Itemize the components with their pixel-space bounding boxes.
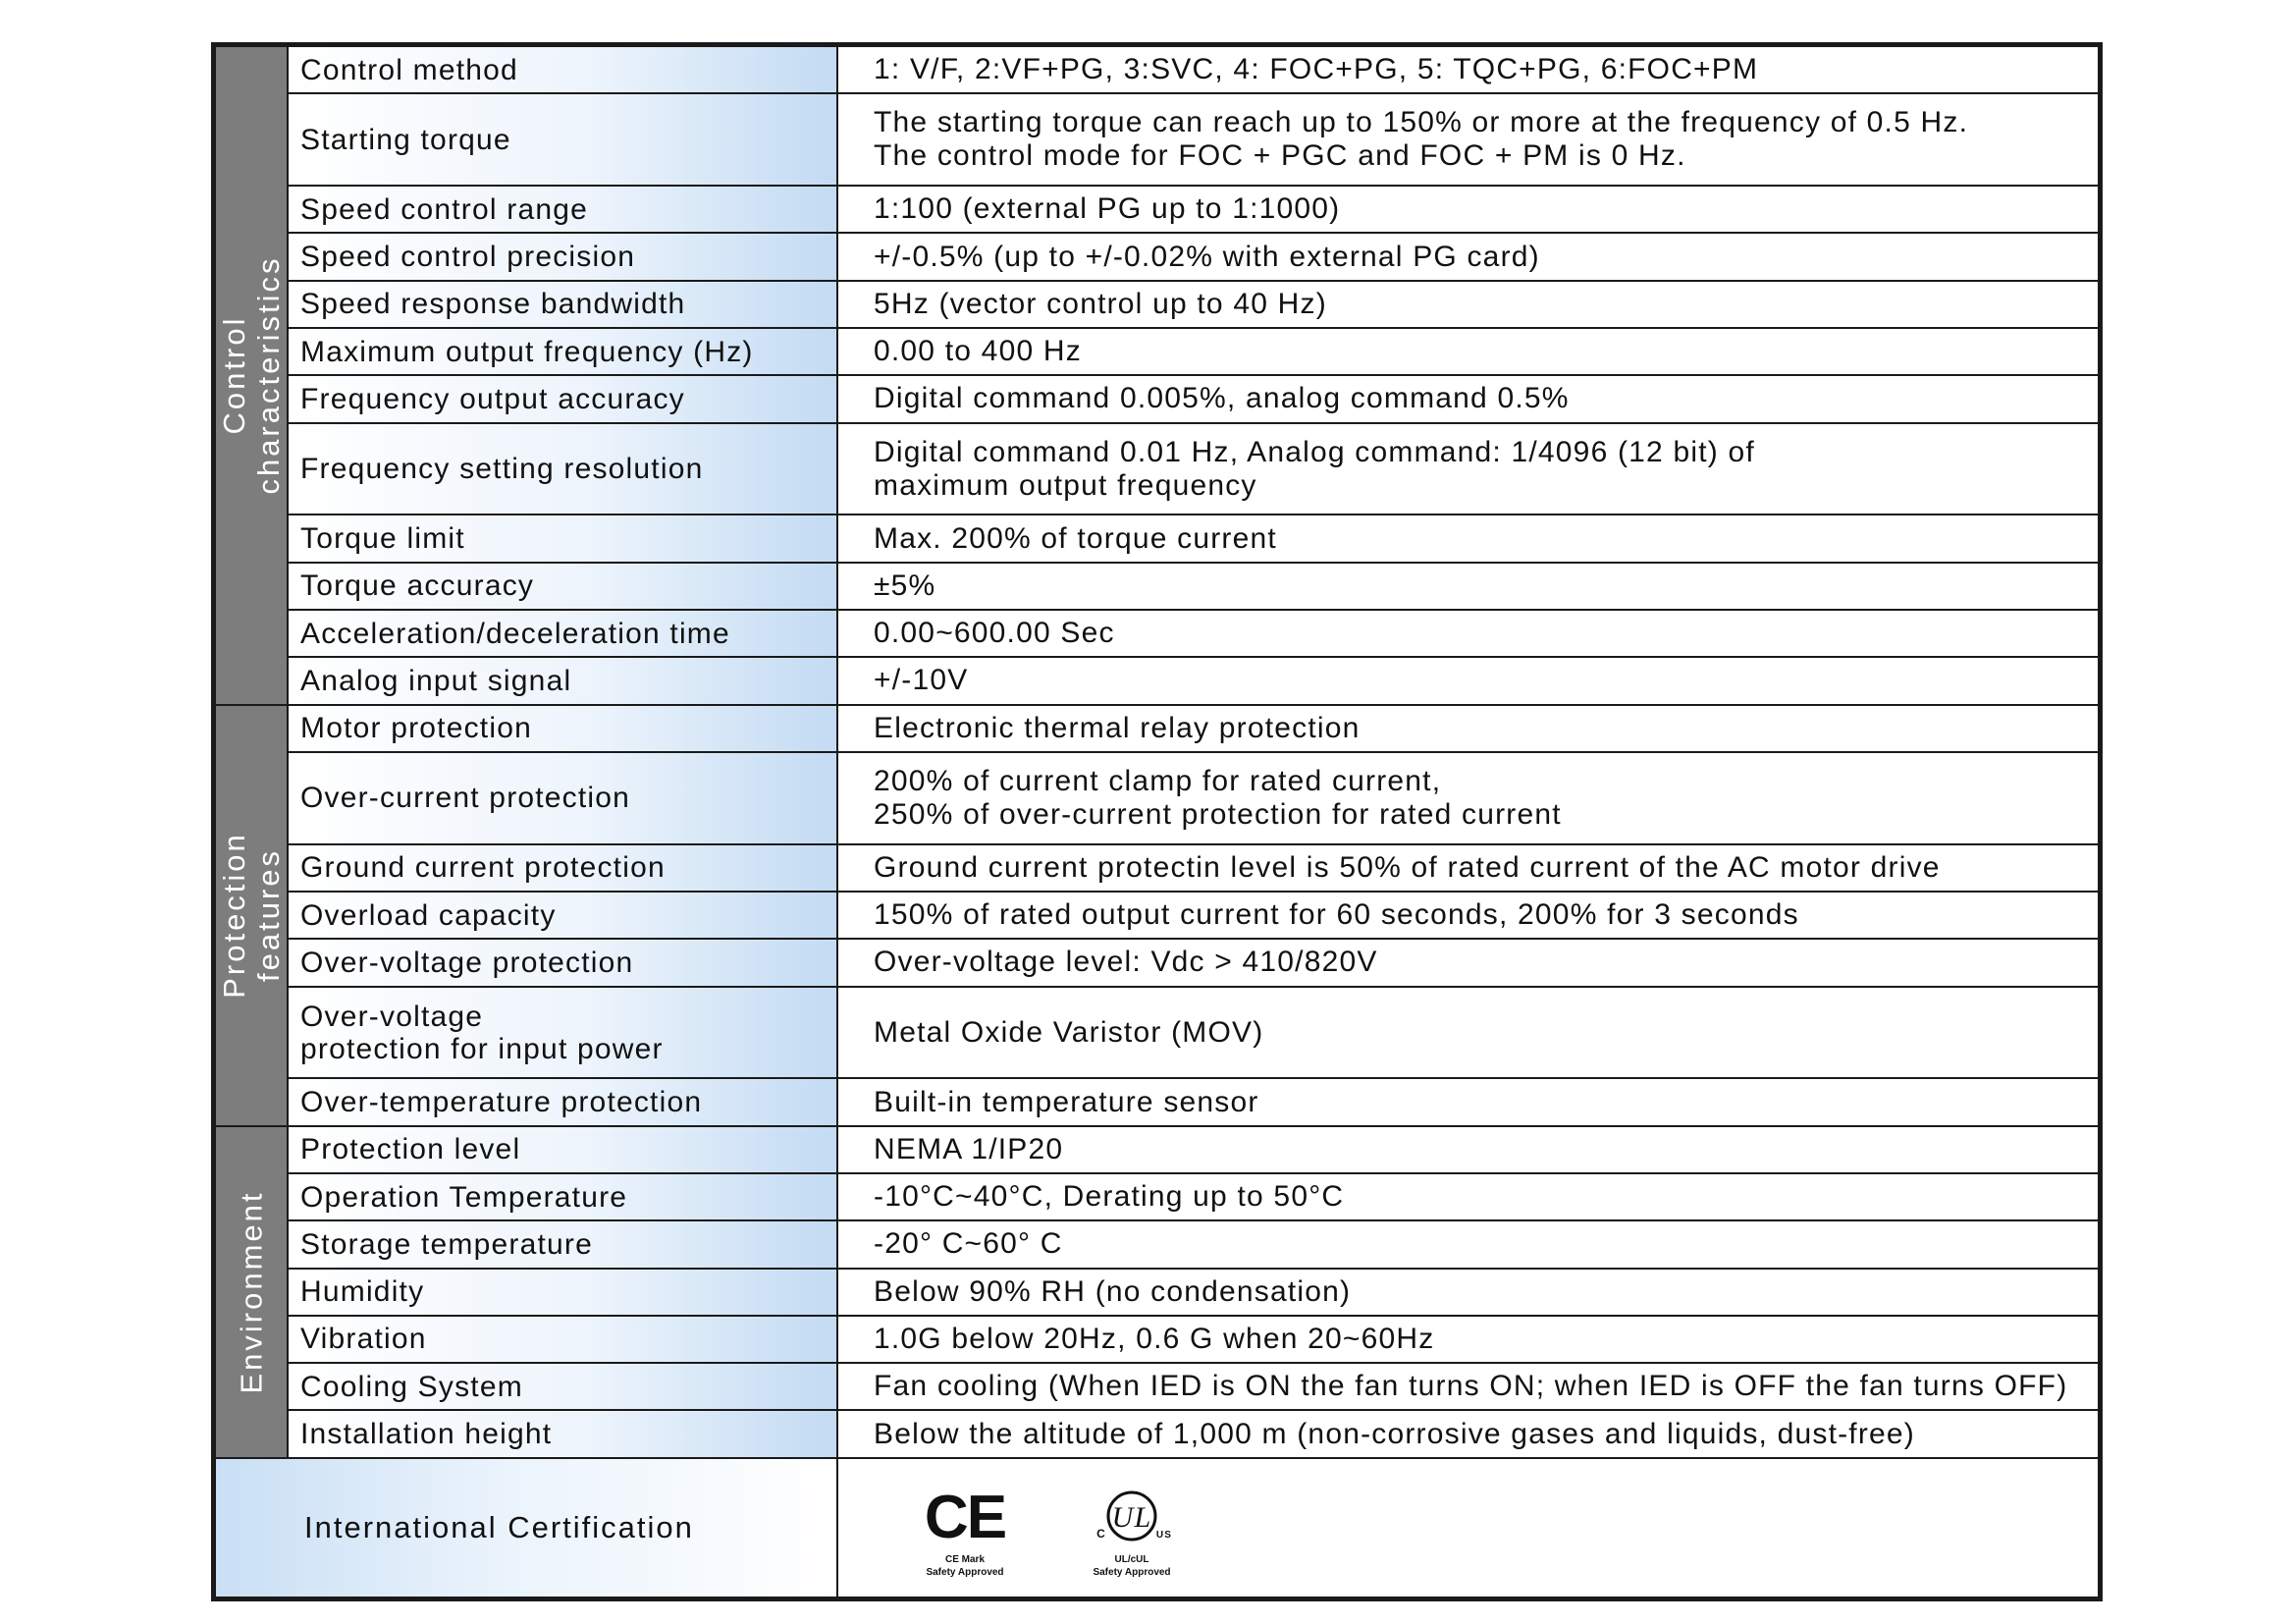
spec-row-motor-protection [215, 705, 2099, 752]
spec-row-installation-height [215, 1410, 2099, 1457]
spec-value [837, 423, 2099, 515]
spec-row-maximum-output-frequency-hz [215, 328, 2099, 375]
spec-label-line: Protection level [300, 1133, 521, 1166]
spec-value [837, 705, 2099, 752]
spec-value [837, 563, 2099, 610]
spec-value-line: +/-0.5% (up to +/-0.02% with external PG card) [874, 240, 1540, 273]
spec-value-line: 200% of current clamp for rated current, [874, 764, 1442, 797]
ul-caption-line-2: Safety Approved [1093, 1566, 1171, 1578]
spec-value-line: -20° C~60° C [874, 1227, 1063, 1261]
group-title-line: Protection [217, 832, 251, 999]
spec-label-line: Frequency output accuracy [300, 382, 685, 415]
spec-value-line: 0.00~600.00 Sec [874, 617, 1115, 650]
spec-value-line: The starting torque can reach up to 150% or more at the frequency of 0.5 Hz. [874, 106, 1969, 139]
ce-mark-icon: CE [924, 1483, 1006, 1551]
spec-value [837, 1173, 2099, 1220]
spec-value-line: Built-in temperature sensor [874, 1085, 1259, 1118]
spec-value-line: 1.0G below 20Hz, 0.6 G when 20~60Hz [874, 1322, 1435, 1355]
spec-row-starting-torque [215, 93, 2099, 186]
spec-value-line: 5Hz (vector control up to 40 Hz) [874, 287, 1327, 320]
spec-value-line: ±5% [874, 568, 936, 602]
spec-label [288, 375, 837, 422]
spec-label [288, 1220, 837, 1268]
spec-label [288, 93, 837, 186]
ul-symbol: UL [1111, 1500, 1152, 1534]
spec-row-over-temperature-protection [215, 1078, 2099, 1125]
spec-label [288, 423, 837, 515]
spec-label-line: Over-voltage [300, 1000, 484, 1033]
spec-value-line: Over-voltage level: Vdc > 410/820V [874, 946, 1378, 979]
spec-label-line: Vibration [300, 1323, 427, 1356]
spec-value [837, 375, 2099, 422]
spec-row-ground-current-protection [215, 844, 2099, 892]
spec-label-line: Operation Temperature [300, 1180, 628, 1214]
spec-value [837, 939, 2099, 986]
spec-label-line: Acceleration/deceleration time [300, 617, 730, 650]
spec-value-line: Below the altitude of 1,000 m (non-corrosive gases and liquids, dust-free) [874, 1417, 1915, 1450]
spec-value [837, 1410, 2099, 1457]
group-title-line: Control [217, 315, 251, 435]
spec-label-line: Overload capacity [300, 898, 557, 932]
spec-label-line: Speed control precision [300, 241, 636, 274]
ul-caption-line-1: UL/cUL [1114, 1553, 1149, 1565]
ul-cul-mark-icon [1088, 1483, 1176, 1553]
spec-value-line: Digital command 0.01 Hz, Analog command: 1/4096 (12 bit) of [874, 435, 1755, 468]
spec-label-line: Cooling System [300, 1370, 523, 1403]
ul-small-right: US [1155, 1529, 1173, 1541]
spec-value [837, 892, 2099, 939]
spec-value [837, 752, 2099, 844]
spec-row-protection-level [215, 1126, 2099, 1173]
spec-label-line: Speed response bandwidth [300, 288, 686, 321]
spec-label [288, 233, 837, 280]
spec-label-line: Control method [300, 53, 518, 86]
group-title [217, 256, 286, 495]
spec-row-speed-control-precision [215, 233, 2099, 280]
spec-label [288, 1410, 837, 1457]
spec-value [837, 186, 2099, 233]
spec-label [288, 1269, 837, 1316]
spec-value [837, 657, 2099, 704]
spec-label-line: Maximum output frequency (Hz) [300, 335, 754, 368]
spec-label [288, 281, 837, 328]
spec-label [288, 939, 837, 986]
group-title-line: Environment [234, 1190, 269, 1394]
spec-sheet [211, 42, 2103, 1601]
spec-row-torque-limit [215, 514, 2099, 562]
spec-value-line: Digital command 0.005%, analog command 0.5% [874, 382, 1570, 415]
spec-value [837, 987, 2099, 1079]
spec-value [837, 1078, 2099, 1125]
spec-row-frequency-setting-resolution [215, 423, 2099, 515]
spec-row-over-current-protection [215, 752, 2099, 844]
spec-value-line: 1: V/F, 2:VF+PG, 3:SVC, 4: FOC+PG, 5: TQC+PG, 6:FOC+PM [874, 53, 1759, 86]
spec-value [837, 1220, 2099, 1268]
spec-value-line: Max. 200% of torque current [874, 521, 1277, 555]
spec-value-line: Ground current protectin level is 50% of rated current of the AC motor drive [874, 850, 1941, 884]
spec-value-line: -10°C~40°C, Derating up to 50°C [874, 1180, 1345, 1214]
spec-value [837, 610, 2099, 657]
spec-value-line: Below 90% RH (no condensation) [874, 1274, 1352, 1308]
spec-label-line: Starting torque [300, 123, 511, 156]
spec-row-over-voltage-protection [215, 939, 2099, 986]
spec-row-control-method [215, 46, 2099, 93]
spec-row-over-voltage-protection-for-input-power [215, 987, 2099, 1079]
ce-caption-line-2: Safety Approved [926, 1566, 1004, 1578]
spec-label [288, 1078, 837, 1125]
spec-value [837, 844, 2099, 892]
spec-label [288, 563, 837, 610]
spec-value [837, 328, 2099, 375]
spec-label-line: Torque limit [300, 522, 465, 556]
spec-label-line: Ground current protection [300, 851, 666, 885]
certification-label: International Certification [215, 1458, 837, 1597]
spec-label [288, 328, 837, 375]
spec-value-line: 0.00 to 400 Hz [874, 335, 1082, 368]
spec-row-analog-input-signal [215, 657, 2099, 704]
spec-row-overload-capacity [215, 892, 2099, 939]
spec-row-speed-response-bandwidth [215, 281, 2099, 328]
spec-label [288, 1173, 837, 1220]
group-title [217, 832, 286, 999]
spec-row-acceleration-deceleration-time [215, 610, 2099, 657]
spec-label [288, 987, 837, 1079]
spec-label [288, 752, 837, 844]
spec-label [288, 1316, 837, 1363]
spec-label [288, 610, 837, 657]
spec-value-line: Fan cooling (When IED is ON the fan turns ON; when IED is OFF the fan turns OFF) [874, 1370, 2068, 1403]
spec-value-line: The control mode for FOC + PGC and FOC + PM is 0 Hz. [874, 139, 1686, 173]
spec-label-line: Over-voltage protection [300, 946, 634, 979]
spec-label-line: Analog input signal [300, 664, 572, 697]
group-header-environment [215, 1126, 288, 1458]
ul-certification [1078, 1483, 1186, 1579]
spec-label [288, 1126, 837, 1173]
spec-value [837, 46, 2099, 93]
spec-label [288, 186, 837, 233]
spec-label-line: Storage temperature [300, 1227, 593, 1261]
spec-value-line: +/-10V [874, 664, 969, 697]
spec-label [288, 844, 837, 892]
spec-value [837, 233, 2099, 280]
spec-row-humidity [215, 1269, 2099, 1316]
spec-label [288, 514, 837, 562]
spec-label [288, 892, 837, 939]
spec-row-frequency-output-accuracy [215, 375, 2099, 422]
certification-marks [837, 1458, 2099, 1597]
spec-row-speed-control-range [215, 186, 2099, 233]
spec-row-operation-temperature [215, 1173, 2099, 1220]
spec-row-vibration [215, 1316, 2099, 1363]
spec-row-cooling-system [215, 1363, 2099, 1410]
spec-label [288, 46, 837, 93]
group-header-protection-features [215, 705, 288, 1126]
spec-value-line: Metal Oxide Varistor (MOV) [874, 1015, 1264, 1049]
spec-label-line: Motor protection [300, 712, 532, 745]
spec-label-line: Frequency setting resolution [300, 453, 704, 485]
spec-label-line: protection for input power [300, 1032, 664, 1065]
spec-value-line: Electronic thermal relay protection [874, 711, 1361, 744]
group-title [235, 1190, 269, 1393]
spec-value [837, 1316, 2099, 1363]
spec-value [837, 1126, 2099, 1173]
spec-label-line: Installation height [300, 1418, 553, 1451]
spec-label [288, 1363, 837, 1410]
spec-label [288, 657, 837, 704]
spec-label-line: Speed control range [300, 192, 588, 226]
spec-label-line: Torque accuracy [300, 569, 535, 603]
spec-value-line: 250% of over-current protection for rated current [874, 797, 1562, 831]
spec-value-line: NEMA 1/IP20 [874, 1132, 1064, 1165]
spec-value-line: 1:100 (external PG up to 1:1000) [874, 192, 1341, 226]
spec-value [837, 1269, 2099, 1316]
ul-small-left: C [1096, 1526, 1106, 1541]
ce-caption-line-1: CE Mark [944, 1553, 985, 1565]
spec-value-line: maximum output frequency [874, 468, 1257, 502]
spec-row-torque-accuracy [215, 563, 2099, 610]
spec-label [288, 705, 837, 752]
spec-value [837, 514, 2099, 562]
spec-label-line: Over-current protection [300, 782, 631, 815]
ce-certification [911, 1483, 1019, 1579]
spec-row-storage-temperature [215, 1220, 2099, 1268]
spec-value [837, 1363, 2099, 1410]
spec-value [837, 281, 2099, 328]
spec-label-line: Humidity [300, 1275, 425, 1309]
spec-value [837, 93, 2099, 186]
group-title-line: characteristics [251, 255, 286, 495]
spec-value-line: 150% of rated output current for 60 seconds, 200% for 3 seconds [874, 898, 1799, 932]
certification-row [215, 1458, 2099, 1597]
specification-table [214, 45, 2100, 1598]
spec-label-line: Over-temperature protection [300, 1086, 703, 1119]
group-header-control-characteristics [215, 46, 288, 705]
group-title-line: features [251, 848, 286, 983]
